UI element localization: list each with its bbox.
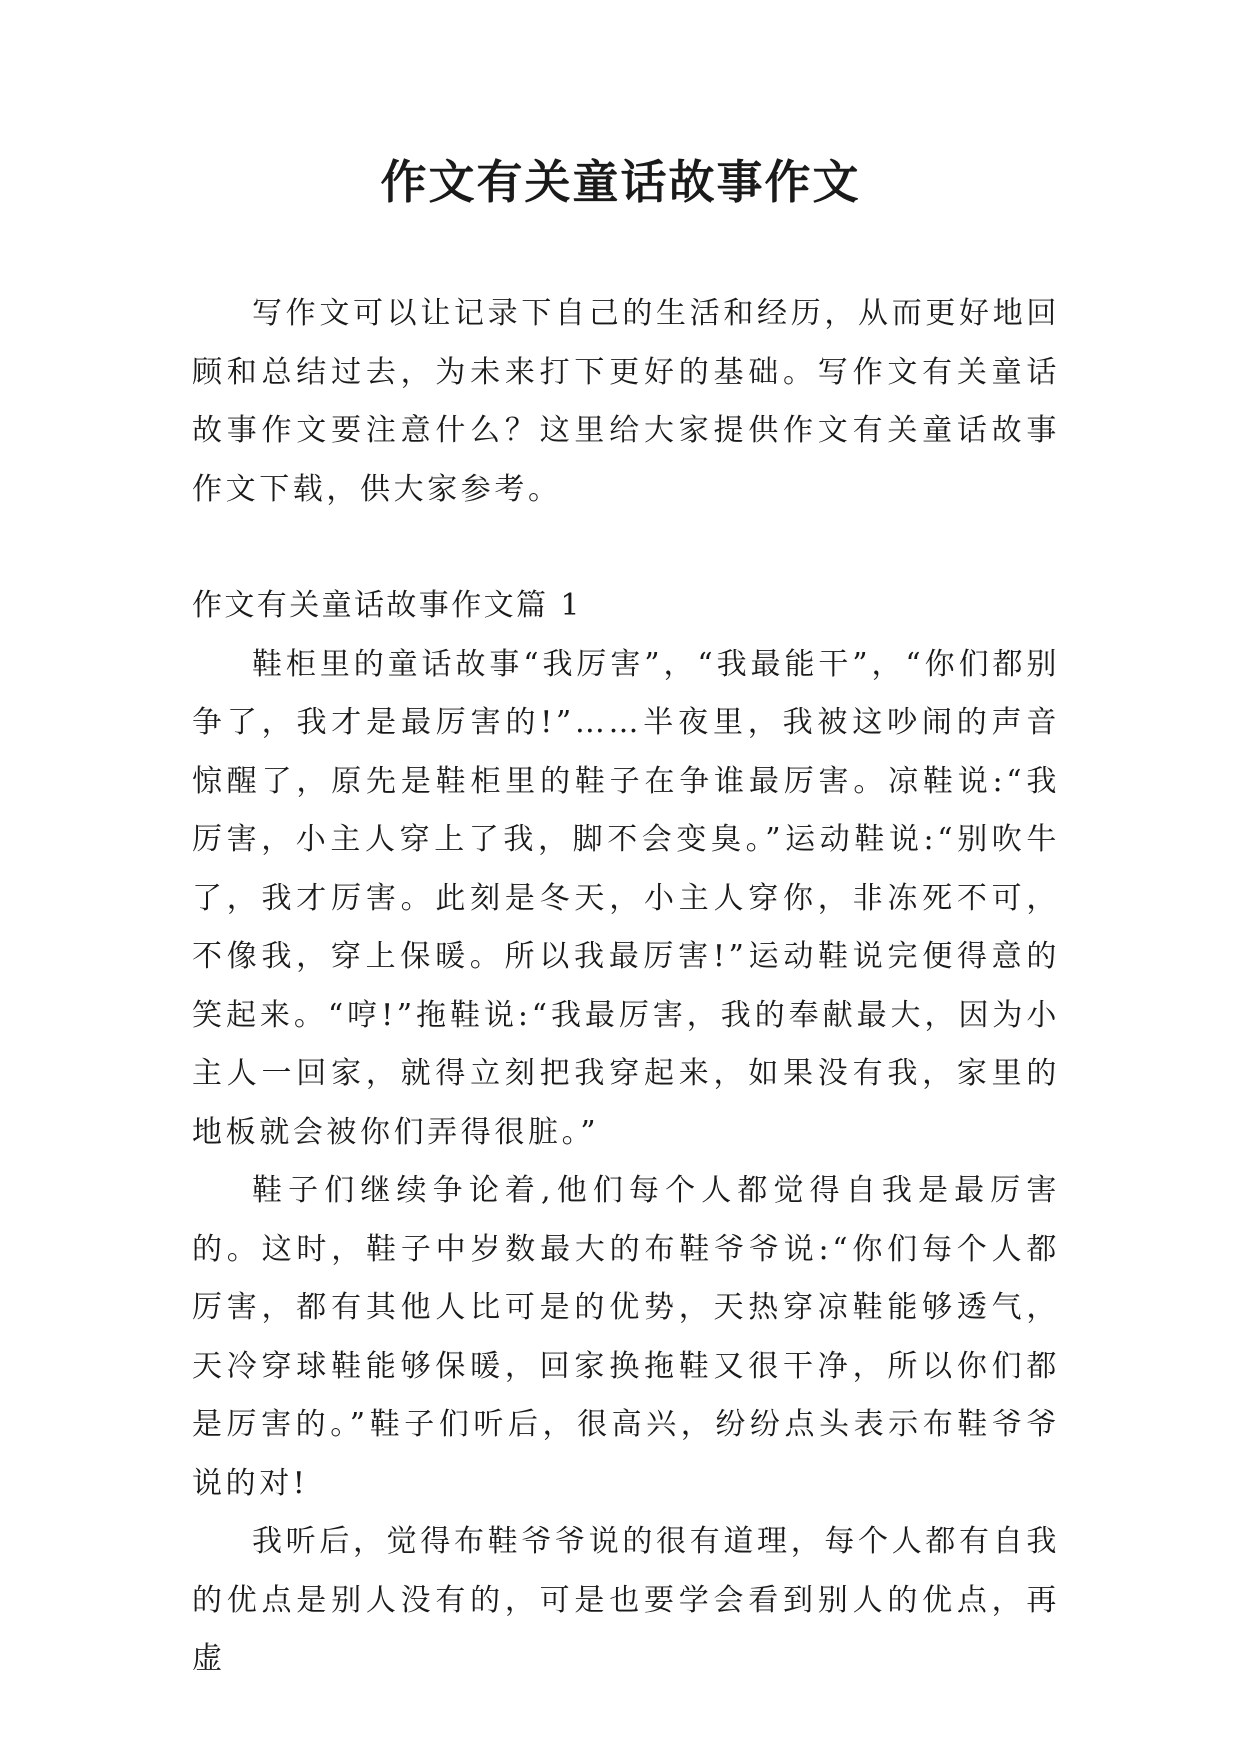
section-heading: 作文有关童话故事作文篇 1 xyxy=(192,588,582,623)
body-paragraph: 鞋子们继续争论着,他们每个人都觉得自我是最厉害的。这时，鞋子中岁数最大的布鞋爷爷说:“你们每个人都厉害，都有其他人比可是的优势，天热穿凉鞋能够透气，天冷穿球鞋能够保暖，回家换拖鞋又很干净，所以你们都是厉害的。”鞋子们听后，很高兴，纷纷点头表示布鞋爷爷说的对! xyxy=(192,1173,1060,1501)
document-body xyxy=(192,285,1060,1689)
body-paragraph: 我听后，觉得布鞋爷爷说的很有道理，每个人都有自我的优点是别人没有的，可是也要学会看到别人的优点，再虚 xyxy=(192,1524,1060,1676)
body-paragraph: 鞋柜里的童话故事“我厉害”，“我最能干”，“你们都别争了，我才是最厉害的!”……半夜里，我被这吵闹的声音惊醒了，原先是鞋柜里的鞋子在争谁最厉害。凉鞋说:“我厉害，小主人穿上了我，脚不会变臭。”运动鞋说:“别吹牛了，我才厉害。此刻是冬天，小主人穿你，非冻死不可，不像我，穿上保暖。所以我最厉害!”运动鞋说完便得意的笑起来。“哼!”拖鞋说:“我最厉害，我的奉献最大，因为小主人一回家，就得立刻把我穿起来，如果没有我，家里的地板就会被你们弄得很脏。” xyxy=(192,646,1060,1150)
document-title: 作文有关童话故事作文 xyxy=(380,155,861,209)
intro-paragraph: 写作文可以让记录下自己的生活和经历，从而更好地回顾和总结过去，为未来打下更好的基础。写作文有关童话故事作文要注意什么？这里给大家提供作文有关童话故事作文下载，供大家参考。 xyxy=(192,296,1060,507)
